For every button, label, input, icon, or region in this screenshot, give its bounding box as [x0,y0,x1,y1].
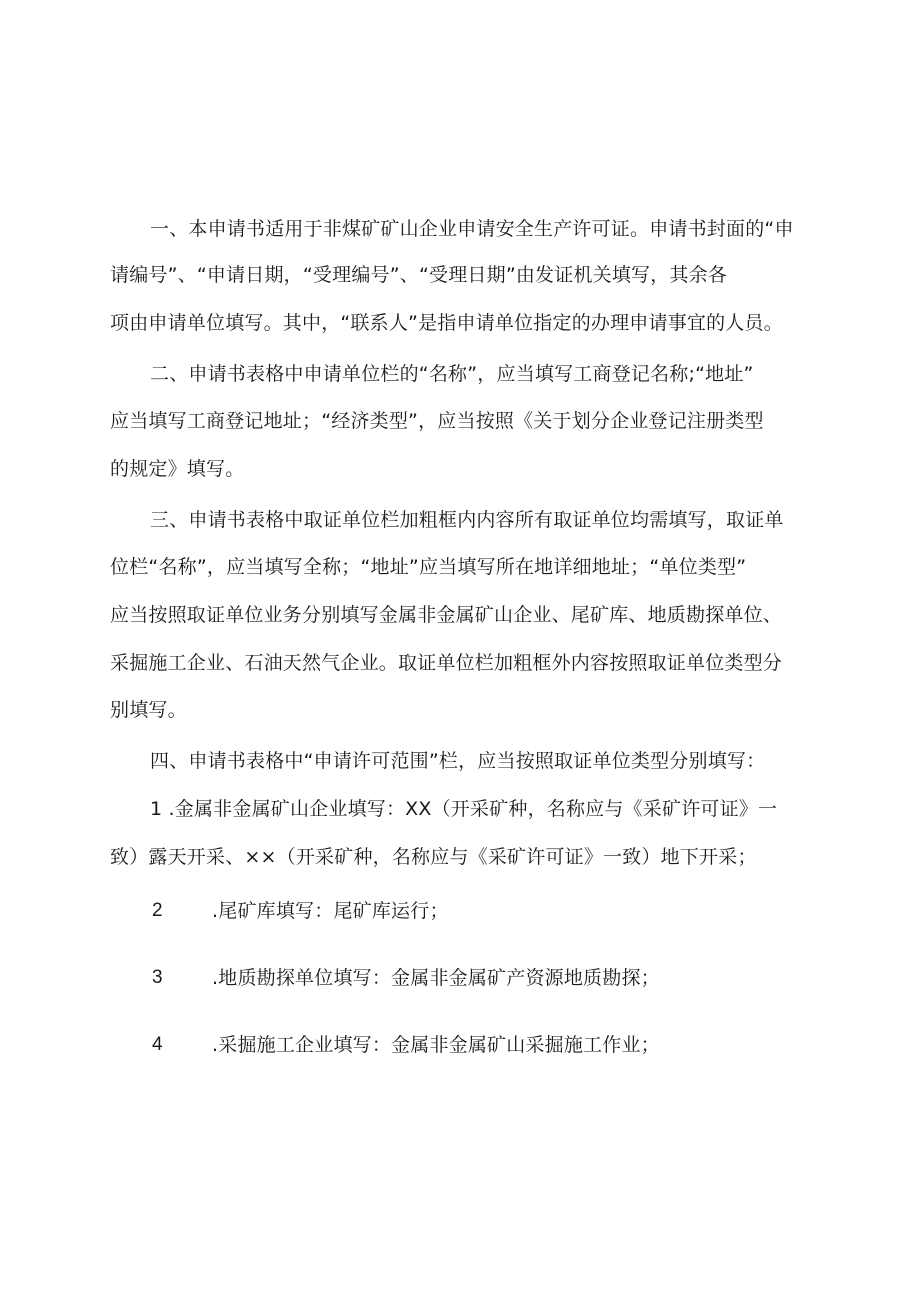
para2-line3: 的规定》填写。 [110,458,245,480]
para1-line3: 项由申请单位填写。其中，“联系人”是指申请单位指定的办理申请事宜的人员。 [110,312,783,334]
item1-line1: 1 .金属非金属矿山企业填写：XX（开采矿种，名称应与《采矿许可证》一 [150,798,778,820]
item4-number: 4 [152,1034,163,1055]
para3-line3: 应当按照取证单位业务分别填写金属非金属矿山企业、尾矿库、地质勘探单位、 [110,604,783,626]
item2-number: 2 [152,900,163,921]
para3-line2: 位栏“名称”，应当填写全称；“地址”应当填写所在地详细地址；“单位类型” [110,556,747,578]
para4-line1: 四、申请书表格中“申请许可范围”栏，应当按照取证单位类型分别填写： [150,750,766,772]
para1-line2: 请编号”、“申请日期，“受理编号”、“受理日期”由发证机关填写，其余各 [110,264,728,286]
item3-text: .地质勘探单位填写：金属非金属矿产资源地质勘探； [212,967,660,989]
para2-line1: 二、申请书表格中申请单位栏的“名称”，应当填写工商登记名称;“地址” [150,363,754,385]
para2-line2: 应当填写工商登记地址；“经济类型”，应当按照《关于划分企业登记注册类型 [110,410,764,432]
item1-line2: 致）露天开采、××（开采矿种，名称应与《采矿许可证》一致）地下开采； [110,846,757,868]
item3-number: 3 [152,967,163,988]
item4-text: .采掘施工企业填写：金属非金属矿山采掘施工作业； [212,1034,660,1056]
para1-line1: 一、本申请书适用于非煤矿矿山企业申请安全生产许可证。申请书封面的“申 [150,218,794,240]
para3-line5: 别填写。 [110,699,187,721]
item2-text: .尾矿库填写：尾矿库运行； [212,900,449,922]
para3-line4: 采掘施工企业、石油天然气企业。取证单位栏加粗框外内容按照取证单位类型分 [110,652,783,674]
para3-line1: 三、申请书表格中取证单位栏加粗框内内容所有取证单位均需填写，取证单 [150,509,784,531]
